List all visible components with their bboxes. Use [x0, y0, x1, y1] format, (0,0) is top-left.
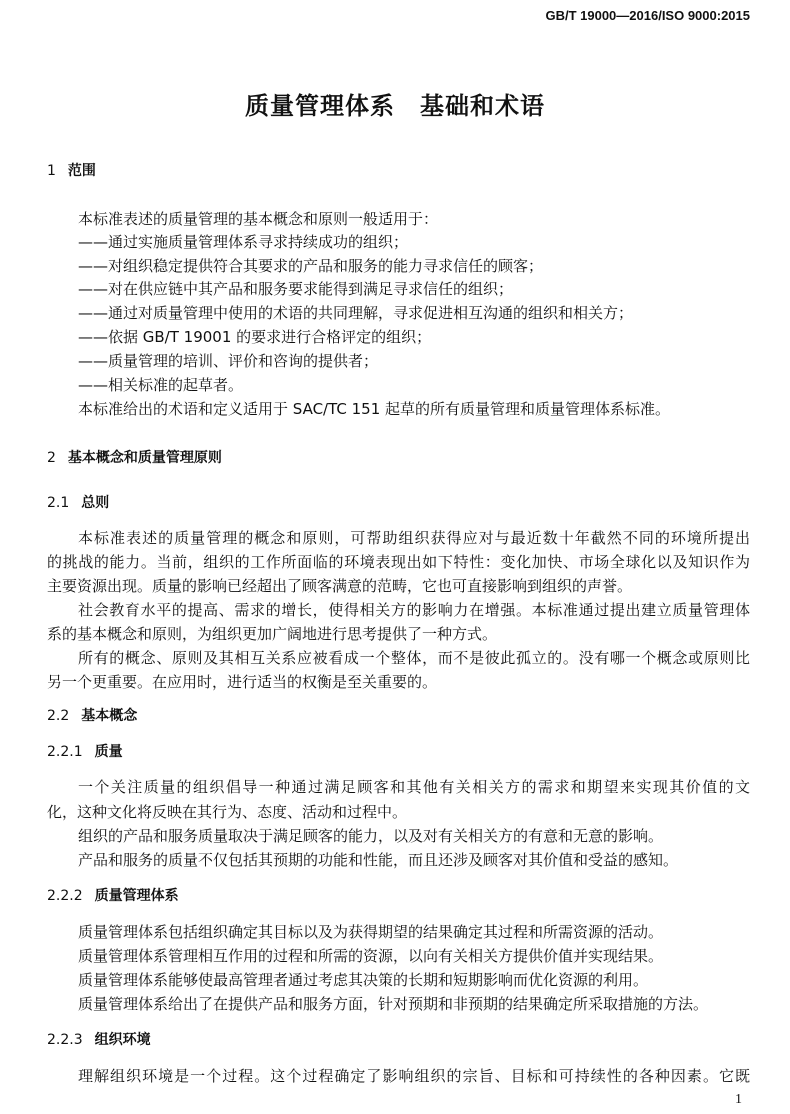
section-number: 2.2.3 [47, 1032, 83, 1048]
paragraph-line: 质量管理体系包括组织确定其目标以及为获得期望的结果确定其过程和所需资源的活动。 [78, 923, 664, 941]
paragraph-line: 本标准给出的术语和定义适用于 SAC/TC 151 起草的所有质量管理和质量管理体系标准。 [78, 400, 671, 418]
paragraph-line: 本标准表述的质量管理的概念和原则，可帮助组织获得应对与最近数十年截然不同的环境所提出 [78, 529, 750, 547]
paragraph-line: 理解组织环境是一个过程。这个过程确定了影响组织的宗旨、目标和可持续性的各种因素。它既 [78, 1067, 750, 1085]
paragraph-line: 的挑战的能力。当前，组织的工作所面临的环境表现出如下特性：变化加快、市场全球化以及知识作为 [47, 553, 750, 571]
paragraph-line: 质量管理体系能够使最高管理者通过考虑其决策的长期和短期影响而优化资源的利用。 [78, 971, 649, 989]
paragraph-line: 一个关注质量的组织倡导一种通过满足顾客和其他有关相关方的需求和期望来实现其价值的文 [78, 778, 750, 796]
paragraph-line: 另一个更重要。在应用时，进行适当的权衡是至关重要的。 [47, 673, 438, 691]
page-title: 质量管理体系 基础和术语 [245, 92, 545, 120]
paragraph-line: 质量管理体系给出了在提供产品和服务方面，针对预期和非预期的结果确定所采取措施的方法。 [78, 995, 709, 1013]
standard-code-header: GB/T 19000—2016/ISO 9000:2015 [545, 8, 750, 23]
section-number: 2.2 [47, 708, 70, 724]
list-item: ——质量管理的培训、评价和咨询的提供者； [78, 352, 379, 370]
section-title: 质量管理体系 [94, 888, 179, 904]
section-title: 基本概念和质量管理原则 [67, 450, 222, 466]
page-number: 1 [735, 1092, 742, 1107]
section-number: 2.1 [47, 495, 70, 511]
paragraph-line: 系的基本概念和原则，为组织更加广阔地进行思考提供了一种方式。 [47, 625, 498, 643]
list-item: ——依据 GB/T 19001 的要求进行合格评定的组织； [78, 328, 432, 346]
paragraph-line: 质量管理体系管理相互作用的过程和所需的资源，以向有关相关方提供价值并实现结果。 [78, 947, 664, 965]
section-2-heading [47, 448, 222, 468]
section-number: 2 [47, 450, 56, 466]
paragraph-line: 本标准表述的质量管理的基本概念和原则一般适用于： [78, 210, 439, 228]
paragraph-line: 组织的产品和服务质量取决于满足顾客的能力，以及对有关相关方的有意和无意的影响。 [78, 827, 664, 845]
section-2-1-heading [47, 493, 109, 513]
section-2-2-1-heading [47, 742, 123, 762]
section-number: 2.2.2 [47, 888, 83, 904]
section-title: 范围 [67, 163, 96, 179]
paragraph-line: 化，这种文化将反映在其行为、态度、活动和过程中。 [47, 803, 408, 821]
paragraph-line: 社会教育水平的提高、需求的增长，使得相关方的影响力在增强。本标准通过提出建立质量管理体 [78, 601, 750, 619]
section-2-2-3-heading [47, 1030, 151, 1050]
list-item: ——对在供应链中其产品和服务要求能得到满足寻求信任的组织； [78, 280, 514, 298]
section-2-2-heading [47, 706, 137, 726]
paragraph-line: 产品和服务的质量不仅包括其预期的功能和性能，而且还涉及顾客对其价值和受益的感知。 [78, 851, 679, 869]
list-item: ——对组织稳定提供符合其要求的产品和服务的能力寻求信任的顾客； [78, 257, 544, 275]
list-item: ——通过对质量管理中使用的术语的共同理解，寻求促进相互沟通的组织和相关方； [78, 304, 634, 322]
section-number: 2.2.1 [47, 744, 83, 760]
section-title: 质量 [94, 744, 123, 760]
section-2-2-2-heading [47, 886, 179, 906]
paragraph-line: 主要资源出现。质量的影响已经超出了顾客满意的范畴，它也可直接影响到组织的声誉。 [47, 577, 633, 595]
section-title: 组织环境 [94, 1032, 151, 1048]
section-number: 1 [47, 163, 56, 179]
paragraph-line: 所有的概念、原则及其相互关系应被看成一个整体，而不是彼此孤立的。没有哪一个概念或原则比 [78, 649, 750, 667]
list-item: ——相关标准的起草者。 [78, 376, 244, 394]
list-item: ——通过实施质量管理体系寻求持续成功的组织； [78, 233, 409, 251]
section-title: 基本概念 [81, 708, 138, 724]
section-title: 总则 [81, 495, 110, 511]
section-1-heading [47, 161, 96, 181]
